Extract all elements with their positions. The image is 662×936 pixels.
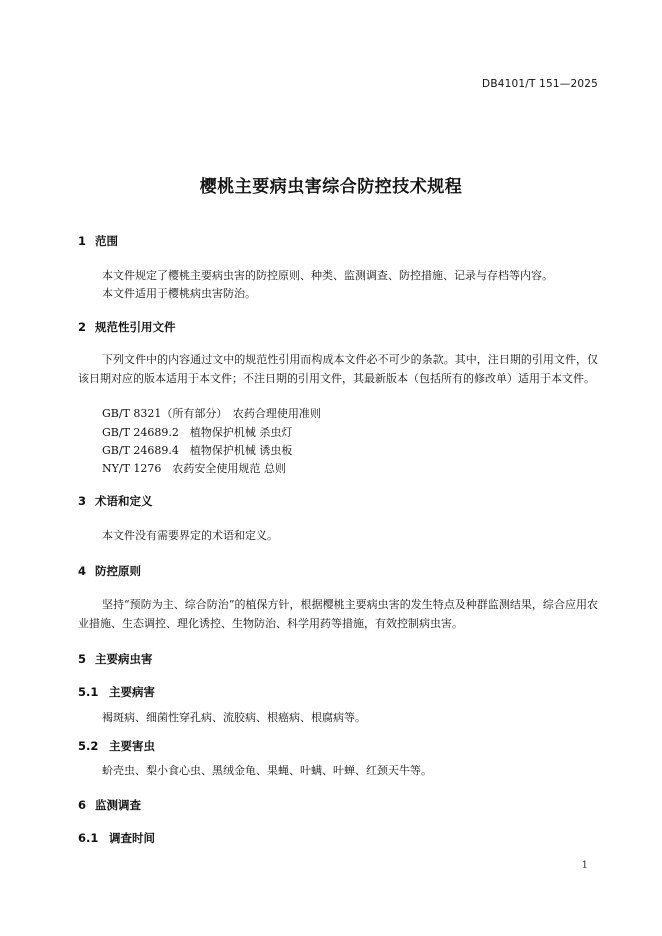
section-number: 5 bbox=[78, 652, 87, 666]
subsection-5-2-paragraph: 蚧壳虫、梨小食心虫、黑绒金龟、果蝇、叶螨、叶蝉、红颈天牛等。 bbox=[102, 764, 432, 777]
section-title: 主要病虫害 bbox=[95, 652, 153, 666]
section-title: 术语和定义 bbox=[95, 494, 153, 508]
normative-reference-3: GB/T 24689.4 植物保护机械 诱虫板 bbox=[102, 444, 293, 457]
normative-reference-1: GB/T 8321（所有部分） 农药合理使用准则 bbox=[102, 407, 321, 420]
section-1-paragraph-1: 本文件规定了樱桃主要病虫害的防控原则、种类、监测调查、防控措施、记录与存档等内容。 bbox=[102, 269, 553, 282]
document-code: DB4101/T 151—2025 bbox=[482, 78, 598, 90]
subsection-6-1-heading bbox=[78, 830, 155, 846]
section-2-heading bbox=[78, 319, 176, 335]
section-3-paragraph-1: 本文件没有需要界定的术语和定义。 bbox=[102, 529, 278, 542]
section-1-paragraph-2: 本文件适用于樱桃病虫害防治。 bbox=[102, 287, 256, 300]
document-title: 樱桃主要病虫害综合防控技术规程 bbox=[199, 177, 463, 197]
subsection-title: 调查时间 bbox=[109, 831, 155, 845]
section-number: 6 bbox=[78, 798, 87, 812]
subsection-5-1-heading bbox=[78, 684, 155, 700]
section-4-paragraph-1: 坚持“预防为主、综合防治”的植保方针，根据樱桃主要病虫害的发生特点及种群监测结果，综合应用农业措施、生态调控、理化诱控、生物防治、科学用药等措施，有效控制病虫害。 bbox=[78, 598, 598, 630]
subsection-number: 5.2 bbox=[78, 739, 99, 753]
normative-reference-4: NY/T 1276 农药安全使用规范 总则 bbox=[102, 462, 286, 475]
section-number: 3 bbox=[78, 494, 87, 508]
subsection-5-1-paragraph: 褐斑病、细菌性穿孔病、流胶病、根癌病、根腐病等。 bbox=[102, 711, 366, 724]
section-6-heading bbox=[78, 797, 141, 813]
subsection-number: 5.1 bbox=[78, 685, 99, 699]
subsection-5-2-heading bbox=[78, 738, 155, 754]
normative-reference-2: GB/T 24689.2 植物保护机械 杀虫灯 bbox=[102, 426, 293, 439]
section-number: 4 bbox=[78, 564, 87, 578]
section-title: 监测调查 bbox=[95, 798, 141, 812]
section-title: 防控原则 bbox=[95, 564, 141, 578]
section-title: 范围 bbox=[95, 234, 118, 248]
subsection-title: 主要害虫 bbox=[109, 739, 155, 753]
section-3-heading bbox=[78, 493, 153, 509]
page-number: 1 bbox=[581, 860, 588, 871]
section-5-heading bbox=[78, 651, 153, 667]
section-4-heading bbox=[78, 563, 141, 579]
subsection-number: 6.1 bbox=[78, 831, 99, 845]
section-number: 2 bbox=[78, 320, 87, 334]
section-title: 规范性引用文件 bbox=[95, 320, 176, 334]
section-1-heading bbox=[78, 233, 118, 249]
section-number: 1 bbox=[78, 234, 87, 248]
section-2-paragraph-1: 下列文件中的内容通过文中的规范性引用而构成本文件必不可少的条款。其中，注日期的引用文件，仅该日期对应的版本适用于本文件；不注日期的引用文件，其最新版本（包括所有的修改单）适用于本文件。 bbox=[78, 353, 598, 385]
subsection-title: 主要病害 bbox=[109, 685, 155, 699]
